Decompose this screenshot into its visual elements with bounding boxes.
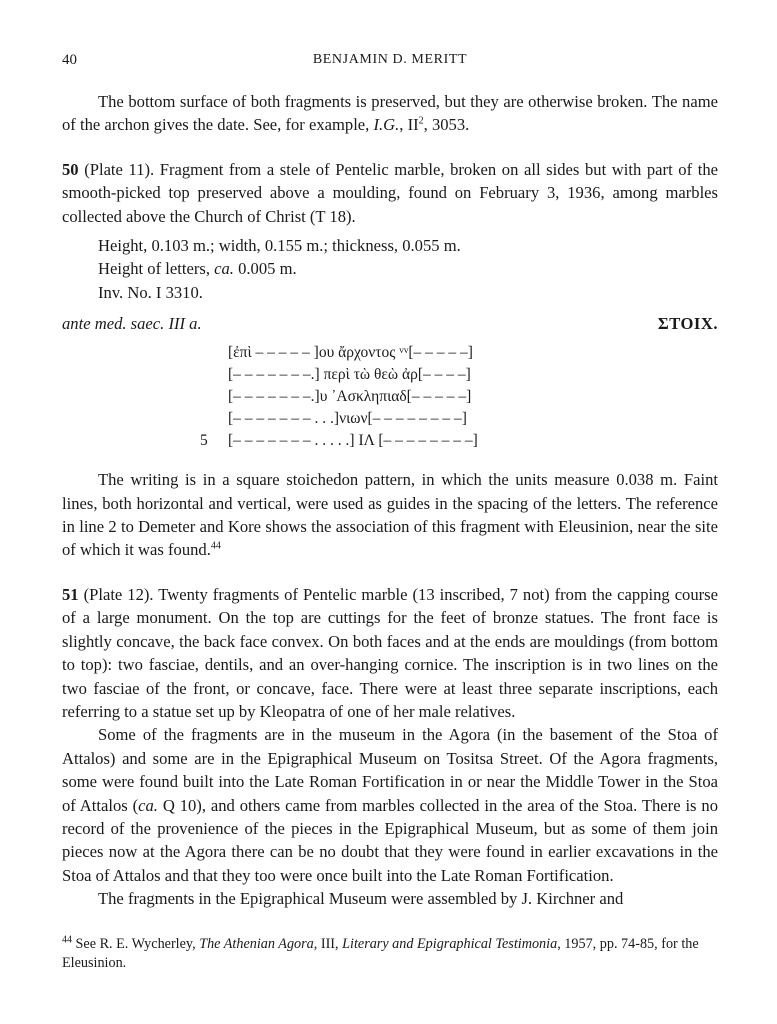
entry-51-paragraph-2 <box>62 723 718 887</box>
intro-paragraph <box>62 90 718 137</box>
entry-51-number: 51 <box>62 584 79 604</box>
footnote-text: See R. E. Wycherley, <box>72 936 200 952</box>
stoichedon-label: ΣΤΟΙΧ. <box>657 314 718 334</box>
inscription-line: [– – – – – – –.] περὶ τὼ θεὼ ἀρ[– – – –] <box>228 366 471 384</box>
entry-51-text: (Plate 12). Twenty fragments of Pentelic marble (13 inscribed, 7 not) from the capping course of a large monument. On the top are cuttings for the feet of bronze statues. The front face is slightly concave, the back face convex. On both faces and at the ends are mouldings (from bottom to top): two fasciae, dentils, and an over-hanging cornice. The inscription is in two lines on the two fasciae of the front, or concave, face. There were at least three separate inscriptions, each referring to a statue set up by Kleopatra of one of her male relatives. <box>62 584 718 721</box>
entry-51-paragraph-3: The fragments in the Epigraphical Museum were assembled by J. Kirchner and <box>98 889 624 909</box>
ig-reference: I.G. <box>373 115 400 135</box>
page-header <box>62 48 718 70</box>
para2-text-b: Q 10), and others came from marbles collected in the area of the Stoa. There is no record of the provenience of the pieces in the Epigraphical Museum, but as some of them join pieces now at the Agora there can be no doubt that they were found in earlier excavations in the Stoa of Attalos and that they too were once built into the Late Roman Fortification. <box>62 795 718 885</box>
letter-height-line <box>98 257 718 280</box>
inscription-line: [– – – – – – – . . .]νιων[– – – – – – – –] <box>228 410 467 428</box>
page <box>62 48 718 911</box>
footnote-title: The Athenian Agora <box>199 936 314 952</box>
inscription-meta <box>62 312 718 336</box>
letter-height-text: Height of letters, <box>98 259 215 279</box>
footnote-text-c: , 1957, pp. 74-85, for the Eleusinion. <box>62 936 699 971</box>
entry-50-number: 50 <box>62 159 79 179</box>
inscription-line: [– – – – – – – . . . . .] ΙΛ [– – – – – – – –] <box>228 432 478 450</box>
commentary-text: The writing is in a square stoichedon pattern, in which the units measure 0.038 m. Faint lines, both horizontal and vertical, were used as guides in the spacing of the letters. The reference in line 2 to Demeter and Kore shows the association of this fragment with Eleusinion, near the site of which it was found. <box>62 470 718 560</box>
letter-height-value: 0.005 m. <box>233 259 297 279</box>
inscription-date: ante med. saec. III a. <box>62 314 202 334</box>
para2-text-a: Some of the fragments are in the museum in the Agora (in the basement of the Stoa of Attalos) and some are in the Epigraphical Museum on Tositsa Street. Of the Agora fragments, some were found built into the Late Roman Fortification in or near the Middle Tower in the Stoa of Attalos ( <box>62 725 718 815</box>
intro-text-b: , II <box>399 115 419 135</box>
running-head: BENJAMIN D. MERITT <box>312 52 468 67</box>
dimensions-line: Height, 0.103 m.; width, 0.155 m.; thickness, 0.055 m. <box>98 236 461 256</box>
intro-text-c: , 3053. <box>423 115 470 135</box>
entry-50-description <box>62 158 718 228</box>
intro-text: The bottom surface of both fragments is preserved, but they are otherwise broken. The name of the archon gives the date. See, for example, <box>62 92 718 135</box>
entry-50-text: (Plate 11). Fragment from a stele of Pentelic marble, broken on all sides but with part of the smooth-picked top preserved above a moulding, found on February 3, 1936, among marbles collected above the Church of Christ (T 18). <box>62 159 718 226</box>
line-number: 5 <box>200 432 208 450</box>
entry-50-specs <box>98 234 718 304</box>
inventory-line: Inv. No. I 3310. <box>98 282 203 302</box>
footnote-text-b: , III, <box>313 936 343 952</box>
circa-abbrev: ca. <box>214 259 234 279</box>
entry-51-description <box>62 583 718 723</box>
footnote-subtitle: Literary and Epigraphical Testimonia <box>342 936 558 952</box>
footnote-mark: 44 <box>62 934 72 946</box>
inscription-text <box>62 342 718 452</box>
page-number: 40 <box>62 52 77 68</box>
circa-abbrev: ca. <box>138 795 158 815</box>
inscription-line: [ἐπὶ – – – – – ]ου ἄρχοντος ᵛᵛ[– – – – –] <box>228 344 473 362</box>
ig-superscript: 2 <box>418 115 424 127</box>
footnote-reference: 44 <box>210 540 221 552</box>
inscription-line: [– – – – – – –.]υ ᾿Ασκληπιαδ[– – – – –] <box>228 388 472 406</box>
footnote <box>62 935 718 973</box>
entry-50-commentary <box>62 468 718 562</box>
